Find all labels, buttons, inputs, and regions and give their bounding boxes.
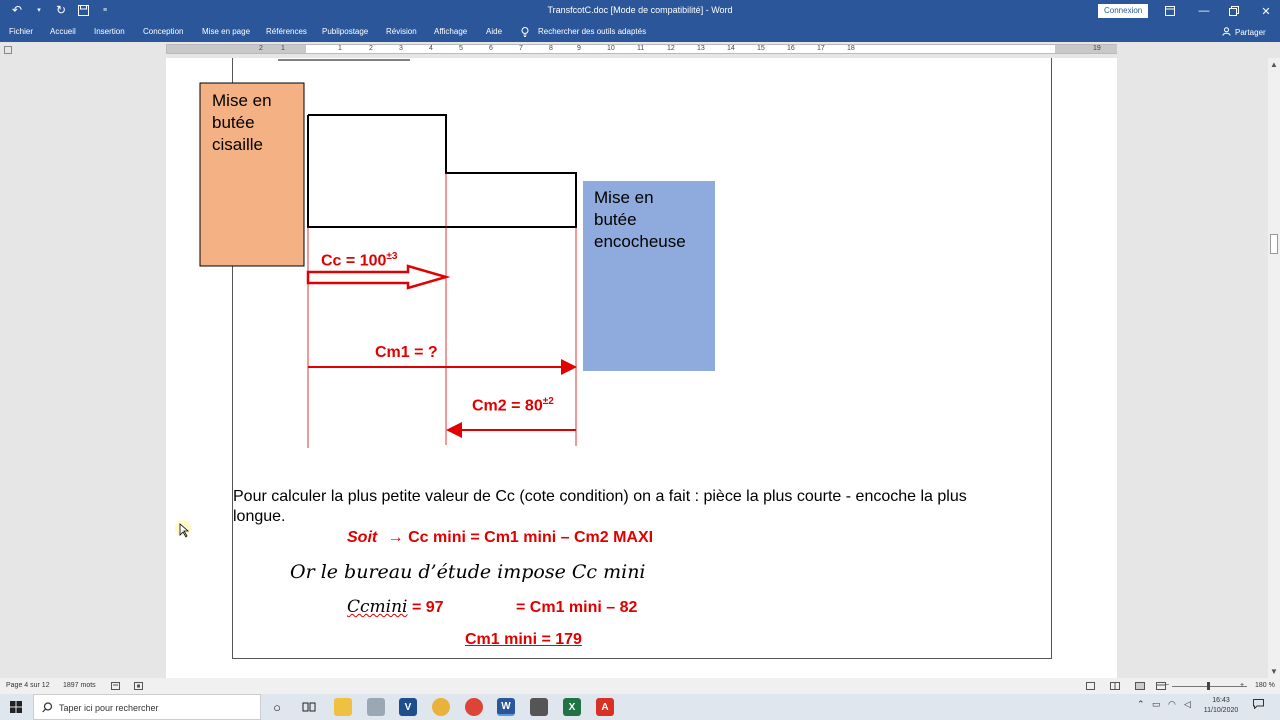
connexion-button[interactable]: Connexion <box>1098 4 1148 18</box>
proofing-icon[interactable] <box>111 682 120 692</box>
encocheuse-label-line: butée <box>594 210 637 229</box>
focus-mode-icon[interactable] <box>1086 682 1095 692</box>
soit-formula: Cc mini = Cm1 mini – Cm2 MAXI <box>408 529 654 546</box>
cortana-icon[interactable]: ○ <box>273 699 281 715</box>
clock-time: 16:43 <box>1212 697 1230 704</box>
ruler-tick: 1 <box>338 45 342 52</box>
ruler-tick: 15 <box>757 45 765 52</box>
tab-publipostage[interactable]: Publipostage <box>322 27 369 36</box>
cisaille-label-line: cisaille <box>212 135 264 154</box>
search-icon <box>42 702 53 713</box>
window-title: TransfcotC.doc [Mode de compatibilité] - Word <box>547 5 733 15</box>
status-bar <box>0 678 1280 694</box>
clock-date: 11/10/2020 <box>1203 707 1239 714</box>
tab-revision[interactable]: Révision <box>386 27 417 36</box>
tell-me-search[interactable]: Rechercher des outils adaptés <box>538 27 647 36</box>
taskbar-search[interactable] <box>33 694 261 720</box>
network-icon[interactable]: ▭ <box>1152 699 1161 709</box>
ruler-tick: 13 <box>697 45 705 52</box>
read-mode-icon[interactable] <box>1110 682 1120 692</box>
tab-references[interactable]: Références <box>266 27 307 36</box>
ruler-tick: 18 <box>847 45 855 52</box>
ruler-tick: 19 <box>1093 45 1101 52</box>
ruler-tick: 14 <box>727 45 735 52</box>
wifi-icon[interactable]: ◠ <box>1168 699 1176 709</box>
ruler-tick: 11 <box>637 45 645 52</box>
ccmini-word: Ccmini <box>347 597 408 617</box>
ruler-tick: 7 <box>519 45 523 52</box>
tab-aide[interactable]: Aide <box>486 27 503 36</box>
page-count[interactable]: Page 4 sur 12 <box>6 682 50 689</box>
cm2-tolerance: ±2 <box>542 396 554 407</box>
cc-dimension-label <box>321 251 397 270</box>
arrow-symbol: → <box>387 529 404 546</box>
macro-record-icon[interactable] <box>134 682 143 692</box>
share-label: Partager <box>1235 28 1266 37</box>
cm2-label: Cm2 = 80 <box>472 397 543 415</box>
encocheuse-stop-label <box>594 187 686 253</box>
explanation-paragraph: Pour calculer la plus petite valeur de Cc (cote condition) on a fait : pièce la plus courte - encoche la plus longue. <box>233 488 967 525</box>
acrobat-icon[interactable]: A <box>596 698 614 716</box>
windows-taskbar <box>0 694 1280 720</box>
print-layout-icon[interactable] <box>1135 682 1145 692</box>
ruler-tick: 9 <box>577 45 581 52</box>
cm1-relation: = Cm1 mini – 82 <box>516 599 638 616</box>
ccmini-value: = 97 <box>411 599 444 616</box>
ruler-tick: 2 <box>259 45 263 52</box>
app-icon[interactable] <box>367 698 385 716</box>
ruler-tick: 2 <box>369 45 373 52</box>
ruler-tick: 5 <box>459 45 463 52</box>
customize-qat-icon[interactable]: ≡ <box>102 6 108 14</box>
cc-tolerance: ±3 <box>386 251 398 262</box>
tab-insertion[interactable]: Insertion <box>94 27 125 36</box>
tab-conception[interactable]: Conception <box>143 27 184 36</box>
excel-icon[interactable]: X <box>563 698 581 716</box>
scroll-down-icon[interactable]: ▼ <box>1270 667 1278 676</box>
tab-accueil[interactable]: Accueil <box>50 27 76 36</box>
ruler-tick: 3 <box>399 45 403 52</box>
soit-word: Soit <box>347 529 378 546</box>
minimize-icon[interactable]: — <box>1198 5 1210 17</box>
vertical-scrollbar[interactable] <box>1268 58 1280 678</box>
ruler-tick: 12 <box>667 45 675 52</box>
cc-label: Cc = 100 <box>321 252 387 270</box>
bureau-etude-line: Or le bureau d’étude impose Cc mini <box>290 561 646 583</box>
ruler-tick: 8 <box>549 45 553 52</box>
ruler-tick: 4 <box>429 45 433 52</box>
soit-formula-line <box>347 529 653 547</box>
zoom-in-icon[interactable]: + <box>1240 682 1245 689</box>
scrollbar-thumb[interactable] <box>1270 234 1278 254</box>
ccmini-line <box>347 597 444 617</box>
zoom-slider-thumb[interactable] <box>1207 682 1210 690</box>
ruler-tick: 16 <box>787 45 795 52</box>
close-icon[interactable]: ✕ <box>1261 5 1271 18</box>
visio-icon[interactable]: V <box>399 698 417 716</box>
ruler-tick: 17 <box>817 45 825 52</box>
file-explorer-icon[interactable] <box>334 698 352 716</box>
word-icon[interactable]: W <box>497 698 515 716</box>
workpiece-outline <box>308 115 576 227</box>
search-placeholder: Taper ici pour rechercher <box>59 703 159 713</box>
zoom-level[interactable]: 180 % <box>1255 682 1275 689</box>
word-count[interactable]: 1897 mots <box>63 682 96 689</box>
scroll-up-icon[interactable]: ▲ <box>1270 60 1278 69</box>
cisaille-stop-label <box>212 90 272 156</box>
app-icon[interactable] <box>530 698 548 716</box>
app-icon[interactable] <box>432 698 450 716</box>
encocheuse-label-line: encocheuse <box>594 232 686 251</box>
cisaille-label-line: Mise en <box>212 91 272 110</box>
windows-start-icon[interactable] <box>10 701 22 713</box>
tab-fichier[interactable]: Fichier <box>9 27 34 36</box>
tray-chevron-icon[interactable]: ⌃ <box>1137 699 1145 709</box>
cm2-dimension-label <box>472 396 554 415</box>
volume-icon[interactable]: ◁ <box>1184 699 1191 709</box>
tab-affichage[interactable]: Affichage <box>434 27 468 36</box>
chevron-down-icon[interactable]: ▾ <box>37 7 41 14</box>
taskbar-clock[interactable] <box>1198 696 1244 716</box>
task-view-icon[interactable] <box>300 698 318 716</box>
tab-mise-en-page[interactable]: Mise en page <box>202 27 251 36</box>
cisaille-label-line: butée <box>212 113 255 132</box>
result-formula: Cm1 mini = 179 <box>465 631 582 648</box>
ruler-tick: 6 <box>489 45 493 52</box>
encocheuse-label-line: Mise en <box>594 188 654 207</box>
zoom-out-icon[interactable]: − <box>1165 682 1170 689</box>
chrome-icon[interactable] <box>465 698 483 716</box>
undo-icon[interactable]: ↶ <box>11 3 23 17</box>
notifications-icon[interactable] <box>1253 699 1264 711</box>
cm1-dimension-label: Cm1 = ? <box>375 344 438 361</box>
ruler-tick: 1 <box>281 45 285 52</box>
ruler-tick: 10 <box>607 45 615 52</box>
redo-icon[interactable]: ↻ <box>55 3 67 17</box>
